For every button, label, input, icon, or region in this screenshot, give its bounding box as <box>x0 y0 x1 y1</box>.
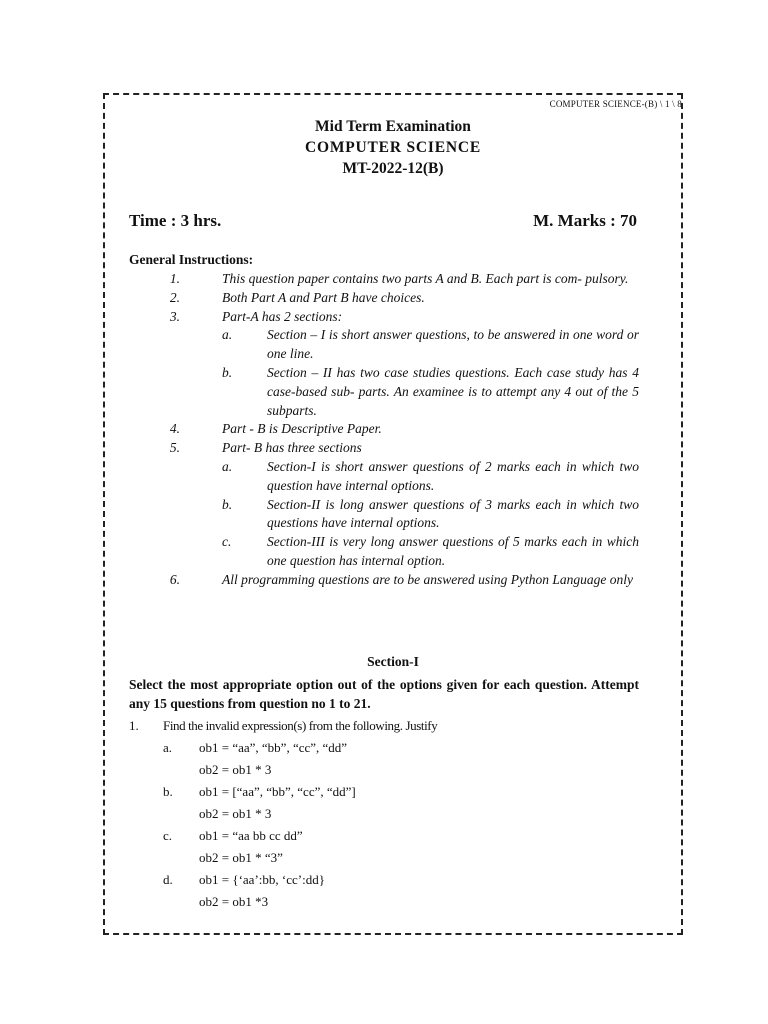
time-marks-row <box>129 211 637 231</box>
instruction-number: 6. <box>169 571 180 587</box>
exam-title: Mid Term Examination <box>315 118 471 135</box>
option-line: ob2 = ob1 * 3 <box>199 806 272 821</box>
instruction-item <box>129 308 639 327</box>
option-letter: d. <box>163 872 173 887</box>
section-instruction: Select the most appropriate option out of the options given for each question. Attempt any 15 questions from question no 1 to 21. <box>129 677 639 711</box>
option-line: ob1 = “aa”, “bb”, “cc”, “dd” <box>199 740 348 755</box>
instruction-subitem <box>129 326 639 364</box>
option-line: ob2 = ob1 *3 <box>199 894 269 909</box>
instruction-item <box>129 571 639 590</box>
exam-title-block <box>103 116 683 179</box>
general-instructions-heading: General Instructions: <box>129 252 254 267</box>
instruction-text: Both Part A and Part B have choices. <box>222 289 425 305</box>
subitem-text: Section-I is short answer questions of 2 marks each in which two question have internal options. <box>267 458 639 493</box>
option-letter: c. <box>163 828 173 843</box>
question-1 <box>129 715 639 913</box>
subitem-text: Section – II has two case studies questions. Each case study has 4 case-based sub- parts. An examinee is to attempt any 4 out of the 5 subparts. <box>267 364 639 418</box>
question-line <box>129 715 639 737</box>
subitem-letter: a. <box>222 458 233 474</box>
instruction-item <box>129 420 639 439</box>
option-letter: b. <box>163 784 173 799</box>
instruction-subitem <box>129 496 639 534</box>
subitem-letter: a. <box>222 327 233 343</box>
exam-code: MT-2022-12(B) <box>342 160 444 177</box>
page-header-code: COMPUTER SCIENCE-(B) \ 1 \ 8 <box>549 99 682 109</box>
option-a <box>129 737 639 759</box>
instruction-subitem <box>129 364 639 420</box>
question-text: Find the invalid expression(s) from the following. Justify <box>163 718 438 733</box>
instruction-text: Part-A has 2 sections: <box>222 308 343 324</box>
instruction-text: Part- B has three sections <box>222 440 362 456</box>
instruction-text: Part - B is Descriptive Paper. <box>222 421 382 437</box>
option-line: ob2 = ob1 * 3 <box>199 762 272 777</box>
instruction-subitem <box>129 458 639 496</box>
option-b <box>129 781 639 803</box>
option-line: ob1 = {‘aa’:bb, ‘cc’:dd} <box>199 872 325 887</box>
general-instructions-list <box>129 270 639 590</box>
instruction-number: 2. <box>169 289 180 305</box>
instruction-subitem <box>129 533 639 571</box>
instruction-number: 5. <box>169 440 180 456</box>
subitem-text: Section-III is very long answer questions of 5 marks each in which one question has internal option. <box>267 534 639 568</box>
instruction-number: 3. <box>169 308 180 324</box>
subitem-letter: c. <box>222 534 232 550</box>
option-line: ob1 = [“aa”, “bb”, “cc”, “dd”] <box>199 784 356 799</box>
instruction-item <box>129 439 639 458</box>
question-number: 1. <box>129 718 139 733</box>
subitem-text: Section-II is long answer questions of 3 marks each in which two questions have internal options. <box>267 496 639 531</box>
option-c <box>129 825 639 847</box>
instruction-number: 1. <box>169 271 180 286</box>
instruction-item <box>129 289 639 308</box>
subitem-letter: b. <box>222 364 233 380</box>
subitem-letter: b. <box>222 496 233 512</box>
option-b-line2 <box>129 803 639 825</box>
subitem-text: Section – I is short answer questions, to be answered in one word or one line. <box>267 327 639 362</box>
section-heading: Section-I <box>367 654 419 669</box>
instruction-number: 4. <box>169 421 180 437</box>
instruction-item <box>129 270 639 289</box>
instruction-text: This question paper contains two parts A and B. Each part is com- pulsory. <box>222 271 629 286</box>
option-line: ob2 = ob1 * “3” <box>199 850 283 865</box>
instruction-text: All programming questions are to be answered using Python Language only <box>222 571 633 587</box>
time-allowed: Time : 3 hrs. <box>129 211 222 230</box>
option-c-line2 <box>129 847 639 869</box>
option-a-line2 <box>129 759 639 781</box>
max-marks: M. Marks : 70 <box>533 211 637 230</box>
option-d-line2 <box>129 891 639 913</box>
option-letter: a. <box>163 740 173 755</box>
exam-subject: COMPUTER SCIENCE <box>305 139 481 156</box>
option-d <box>129 869 639 891</box>
option-line: ob1 = “aa bb cc dd” <box>199 828 303 843</box>
